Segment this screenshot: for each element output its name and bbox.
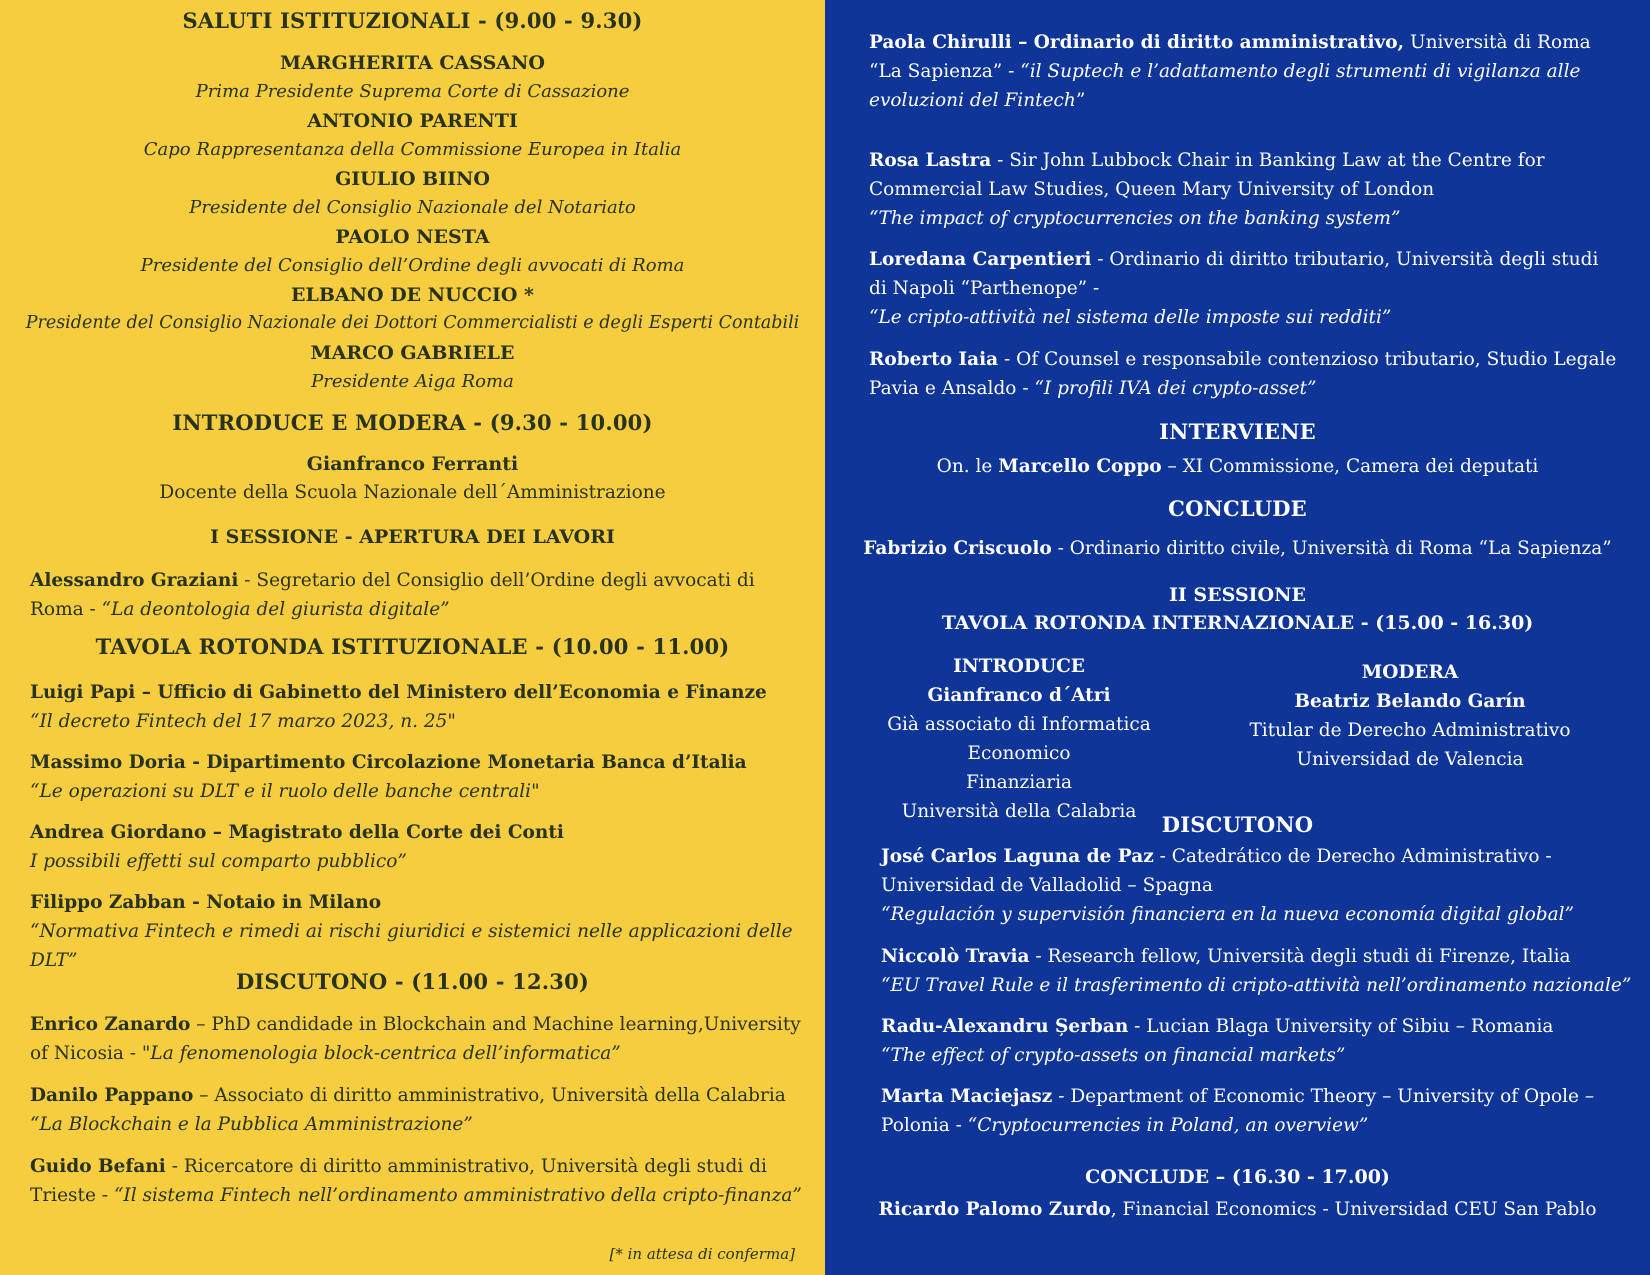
speaker-maciejasz: Marta Maciejasz - Department of Economic Theory – University of Opole – Polonia - “Cryptocurrencies in Poland, an overview” — [881, 1086, 1595, 1136]
intro-name: Gianfranco Ferranti — [306, 453, 519, 475]
introduce-label: INTRODUCE — [953, 656, 1085, 677]
greeting-name: MARCO GABRIELE — [310, 342, 515, 364]
speaker-papi — [30, 678, 820, 736]
modera-label: MODERA — [1361, 662, 1459, 683]
speaker-zabban: Filippo Zabban - Notaio in Milano “Normativa Fintech e rimedi ai rischi giuridici e sistemici nelle applicazioni delle DLT” — [30, 892, 793, 971]
speaker-travia: Niccolò Travia - Research fellow, Università degli studi di Firenze, Italia “EU Travel Rule e il trasferimento di cripto-attività nell’ordinamento nazionale” — [881, 946, 1632, 996]
greeting-name: ANTONIO PARENTI — [307, 110, 518, 132]
speaker-name: Marcello Coppo — [998, 456, 1162, 477]
talk-title: "La fenomenologia block-centrica dell’informatica” — [141, 1043, 621, 1064]
speaker-iaia: Roberto Iaia - Of Counsel e responsabile contenzioso tributario, Studio Legale Pavia e Ansaldo - “I profili IVA dei crypto-asset” — [869, 349, 1617, 399]
speaker-name: Filippo Zabban - Notaio in Milano — [30, 892, 382, 913]
intro-role: Docente della Scuola Nazionale dell´Amministrazione — [159, 482, 666, 503]
greeting-role: Prima Presidente Suprema Corte di Cassazione — [195, 81, 630, 102]
speaker-name: Rosa Lastra — [869, 150, 992, 171]
greeting-role: Presidente Aiga Roma — [311, 371, 514, 392]
talk-title: “Normativa Fintech e rimedi ai rischi giuridici e sistemici nelle applicazioni delle — [30, 921, 793, 942]
greeting-role: Presidente del Consiglio dell’Ordine degli avvocati di Roma — [140, 255, 685, 276]
speaker-name: Paola Chirulli – Ordinario di diritto amministrativo, — [869, 32, 1405, 53]
speaker-laguna: José Carlos Laguna de Paz - Catedrático de Derecho Administrativo - Universidad de Valladolid – Spagna “Regulación y supervisión financiera en la nueva economía digital global” — [881, 846, 1575, 925]
speaker-name: Guido Befani — [30, 1156, 166, 1177]
speaker-lastra: Rosa Lastra - Sir John Lubbock Chair in Banking Law at the Centre for Commercial Law Studies, Queen Mary University of London “The impact of cryptocurrencies on the banking system” — [869, 150, 1545, 229]
speaker-name: Danilo Pappano — [30, 1085, 194, 1106]
speaker-name: Loredana Carpentieri — [869, 249, 1092, 270]
speaker-name: Andrea Giordano – Magistrato della Corte dei Conti — [30, 822, 564, 843]
greeting-role: Capo Rappresentanza della Commissione Europea in Italia — [143, 139, 682, 160]
speaker-name: Alessandro Graziani — [30, 570, 239, 591]
speaker-zanardo: Enrico Zanardo – PhD candidade in Blockchain and Machine learning,University of Nicosia - "La fenomenologia block-centrica dell’informatica” — [30, 1014, 801, 1064]
intro-heading: INTRODUCE E MODERA - (9.30 - 10.00) — [172, 410, 653, 435]
session2-heading: II SESSIONE — [1169, 584, 1306, 606]
speaker-pappano: Danilo Pappano – Associato di diritto amministrativo, Università della Calabria “La Blockchain e la Pubblica Amministrazione” — [30, 1085, 786, 1135]
greeting-name: PAOLO NESTA — [335, 226, 490, 248]
greeting-name: ELBANO DE NUCCIO * — [291, 284, 534, 306]
speaker-chirulli: Paola Chirulli – Ordinario di diritto amministrativo, Università di Roma “La Sapienza” - “il Suptech e l’adattamento degli strumenti di vigilanza alle evoluzioni del Fintech” — [869, 32, 1591, 111]
speaker-serban: Radu-Alexandru Șerban - Lucian Blaga University of Sibiu – Romania “The effect of crypto-assets on financial markets” — [881, 1016, 1554, 1066]
conclude-line: Fabrizio Criscuolo - Ordinario diritto civile, Università di Roma “La Sapienza” — [863, 538, 1612, 559]
session2-subheading: TAVOLA ROTONDA INTERNAZIONALE - (15.00 - 16.30) — [941, 612, 1534, 634]
speaker-name: José Carlos Laguna de Paz — [881, 846, 1154, 867]
speaker-name: Marta Maciejasz — [881, 1086, 1053, 1107]
modera-name: Beatriz Belando Garín — [1294, 691, 1526, 712]
speaker-doria — [30, 748, 820, 806]
saluti-heading: SALUTI ISTITUZIONALI - (9.00 - 9.30) — [182, 8, 643, 33]
talk-title: “La deontologia del giurista digitale” — [101, 599, 450, 620]
speaker-name: Roberto Iaia — [869, 349, 999, 370]
discutono-heading: DISCUTONO — [1161, 812, 1314, 837]
talk-title: “I profili IVA dei crypto-asset” — [1034, 378, 1317, 399]
talk-title: “Il decreto Fintech del 17 marzo 2023, n. 25" — [30, 711, 456, 732]
greeting-role: Presidente del Consiglio Nazionale dei Dottori Commercialisti e degli Esperti Contabili — [25, 313, 800, 333]
speaker-name: Ricardo Palomo Zurdo — [878, 1199, 1111, 1220]
conclude2-heading: CONCLUDE – (16.30 - 17.00) — [1085, 1166, 1390, 1188]
speaker-name: Radu-Alexandru Șerban — [881, 1016, 1129, 1037]
interviene-heading: INTERVIENE — [1159, 419, 1316, 444]
speaker-name: Enrico Zanardo — [30, 1014, 191, 1035]
conclude2-line: Ricardo Palomo Zurdo, Financial Economics - Universidad CEU San Pablo — [878, 1199, 1597, 1220]
speaker-carpentieri: Loredana Carpentieri - Ordinario di diritto tributario, Università degli studi di Napoli “Parthenope” - “Le cripto-attività nel sistema delle imposte sui redditi” — [869, 249, 1599, 328]
talk-title: “Le cripto-attività nel sistema delle imposte sui redditi” — [869, 307, 1392, 328]
footnote: [* in attesa di conferma] — [609, 1245, 795, 1263]
talk-title: “EU Travel Rule e il trasferimento di cripto-attività nell’ordinamento nazionale” — [881, 975, 1632, 996]
speaker-name: Niccolò Travia — [881, 946, 1030, 967]
talk-title: “Cryptocurrencies in Poland, an overview” — [967, 1115, 1369, 1136]
talk-title: “Regulación y supervisión financiera en la nueva economía digital global” — [881, 904, 1575, 925]
talk-title: “Le operazioni su DLT e il ruolo delle banche centrali" — [30, 781, 540, 802]
speaker-name: Massimo Doria - Dipartimento Circolazione Monetaria Banca d’Italia — [30, 752, 747, 773]
speaker-name: Fabrizio Criscuolo — [863, 538, 1052, 559]
tavola-heading: TAVOLA ROTONDA ISTITUZIONALE - (10.00 - 11.00) — [95, 634, 730, 659]
discutono-heading: DISCUTONO - (11.00 - 12.30) — [235, 969, 590, 994]
greeting-name: GIULIO BIINO — [335, 168, 490, 190]
introduce-block: INTRODUCE Gianfranco d´Atri Già associato di Informatica Economico Finanziaria Università della Calabria — [839, 652, 1199, 826]
talk-title: “La Blockchain e la Pubblica Amministrazione” — [30, 1114, 473, 1135]
conclude-heading: CONCLUDE — [1168, 496, 1307, 521]
talk-title: I possibili effetti sul comparto pubblico” — [30, 851, 407, 872]
speaker-giordano — [30, 818, 820, 876]
modera-block: MODERA Beatriz Belando Garín Titular de Derecho Administrativo Universidad de Valencia — [1230, 658, 1590, 774]
interviene-line: On. le Marcello Coppo – XI Commissione, Camera dei deputati — [936, 456, 1539, 477]
speaker-name: Luigi Papi – Ufficio di Gabinetto del Ministero dell’Economia e Finanze — [30, 682, 767, 703]
session1-heading: I SESSIONE - APERTURA DEI LAVORI — [210, 526, 615, 548]
introduce-name: Gianfranco d´Atri — [927, 685, 1111, 706]
speaker-graziani: Alessandro Graziani - Segretario del Consiglio dell’Ordine degli avvocati di Roma - “La deontologia del giurista digitale” — [30, 570, 755, 620]
talk-title: “Il sistema Fintech nell’ordinamento amministrativo della cripto-finanza” — [113, 1185, 802, 1206]
talk-title: “il Suptech e l’adattamento degli strumenti di vigilanza alle — [1020, 61, 1581, 82]
right-panel — [825, 0, 1650, 1275]
talk-title: “The effect of crypto-assets on financial markets” — [881, 1045, 1346, 1066]
speaker-befani: Guido Befani - Ricercatore di diritto amministrativo, Università degli studi di Trieste - “Il sistema Fintech nell’ordinamento amministrativo della cripto-finanza” — [30, 1156, 802, 1206]
greeting-role: Presidente del Consiglio Nazionale del Notariato — [189, 197, 636, 218]
greeting-name: MARGHERITA CASSANO — [280, 52, 545, 74]
talk-title: “The impact of cryptocurrencies on the banking system” — [869, 208, 1401, 229]
